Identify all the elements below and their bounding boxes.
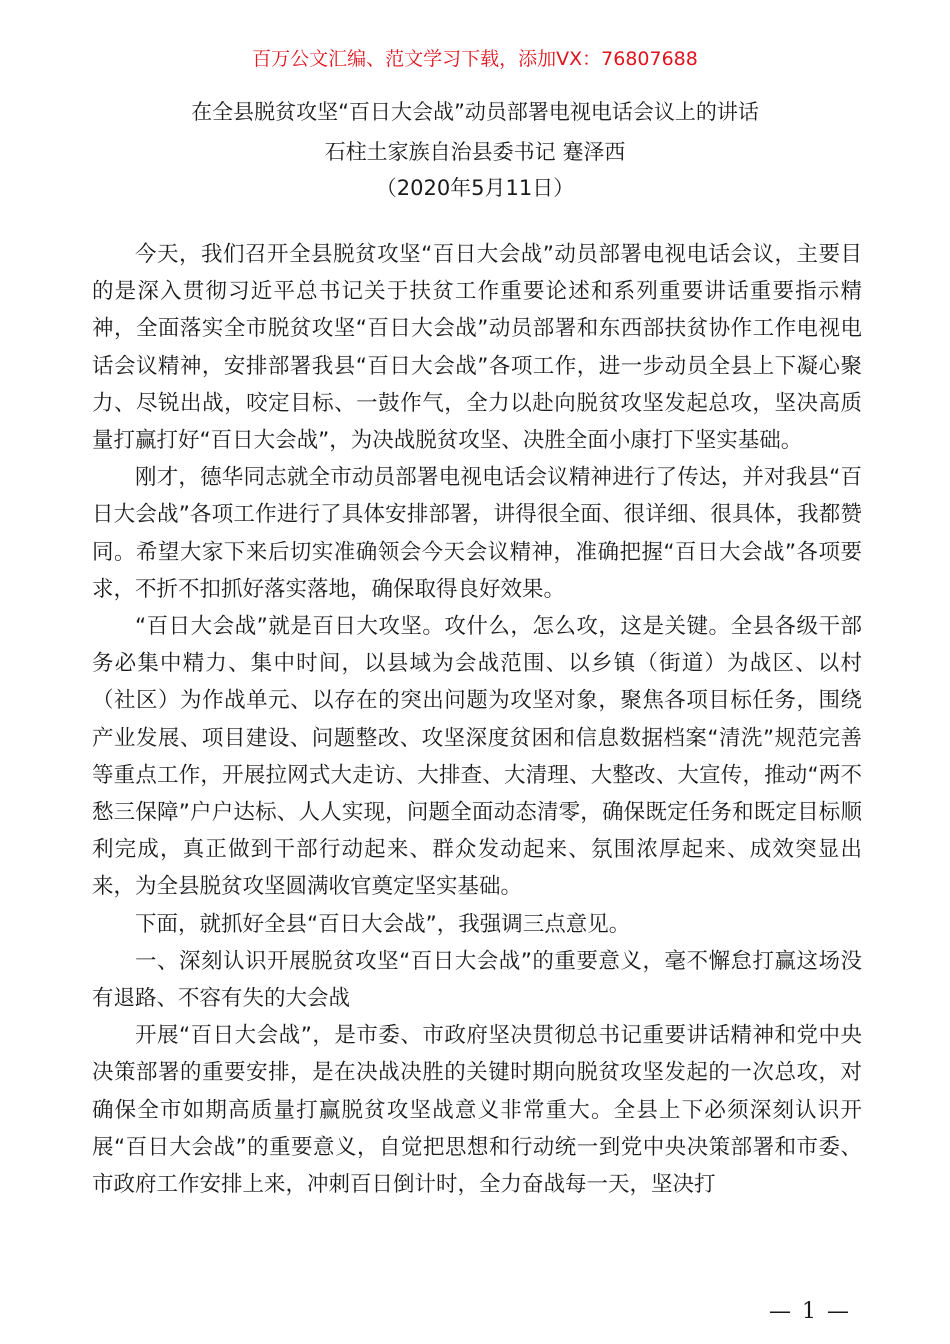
section-heading-1: 一、深刻认识开展脱贫攻坚“百日大会战”的重要意义，毫不懈怠打赢这场没有退路、不容有失的大会战 [92, 948, 862, 1012]
speech-title: 在全县脱贫攻坚“百日大会战”动员部署电视电话会议上的讲话 [191, 100, 759, 124]
paragraph-4: 下面，就抓好全县“百日大会战”，我强调三点意见。 [135, 911, 631, 937]
paragraph-3: “百日大会战”就是百日大攻坚。攻什么，怎么攻，这是关键。全县各级干部务必集中精力、集中时间，以县域为会战范围、以乡镇（街道）为战区、以村（社区）为作战单元、以存在的突出问题为攻坚对象，聚焦各项目标任务，围绕产业发展、项目建设、问题整改、攻坚深度贫困和信息数据档案“清洗”规范完善等重点工作，开展拉网式大走访、大排查、大清理、大整改、大宣传，推动“两不愁三保障”户户达标、人人实现，问题全面动态清零，确保既定任务和既定目标顺利完成，真正做到干部行动起来、群众发动起来、氛围浓厚起来、成效突显出来，为全县脱贫攻坚圆满收官奠定坚实基础。 [92, 614, 862, 900]
watermark-banner: 百万公文汇编、范文学习下载，添加VX：76807688 [252, 48, 698, 70]
paragraph-5: 开展“百日大会战”，是市委、市政府坚决贯彻总书记重要讲话精神和党中央决策部署的重要安排，是在决战决胜的关键时期向脱贫攻坚发起的一次总攻，对确保全市如期高质量打赢脱贫攻坚战意义非常重大。全县上下必须深刻认识开展“百日大会战”的重要意义，自觉把思想和行动统一到党中央决策部署和市委、市政府工作安排上来，冲刺百日倒计时，全力奋战每一天，坚决打 [92, 1023, 862, 1198]
paragraph-1: 今天，我们召开全县脱贫攻坚“百日大会战”动员部署电视电话会议，主要目的是深入贯彻习近平总书记关于扶贫工作重要论述和系列重要讲话重要指示精神，全面落实全市脱贫攻坚“百日大会战”动员部署和东西部扶贫协作工作电视电话会议精神，安排部署我县“百日大会战”各项工作，进一步动员全县上下凝心聚力、尽锐出战，咬定目标、一鼓作气，全力以赴向脱贫攻坚发起总攻，坚决高质量打赢打好“百日大会战”，为决战脱贫攻坚、决胜全面小康打下坚实基础。 [92, 242, 862, 454]
page-number: — 1 — [769, 1299, 851, 1324]
paragraph-2: 刚才，德华同志就全市动员部署电视电话会议精神进行了传达，并对我县“百日大会战”各项工作进行了具体安排部署，讲得很全面、很详细、很具体，我都赞同。希望大家下来后切实准确领会今天会议精神，准确把握“百日大会战”各项要求，不折不扣抓好落实落地，确保取得良好效果。 [92, 465, 862, 602]
speaker-line: 石柱土家族自治县委书记 蹇泽西 [324, 140, 626, 164]
speech-date: （2020年5月11日） [375, 176, 575, 200]
speech-body [92, 236, 862, 1203]
